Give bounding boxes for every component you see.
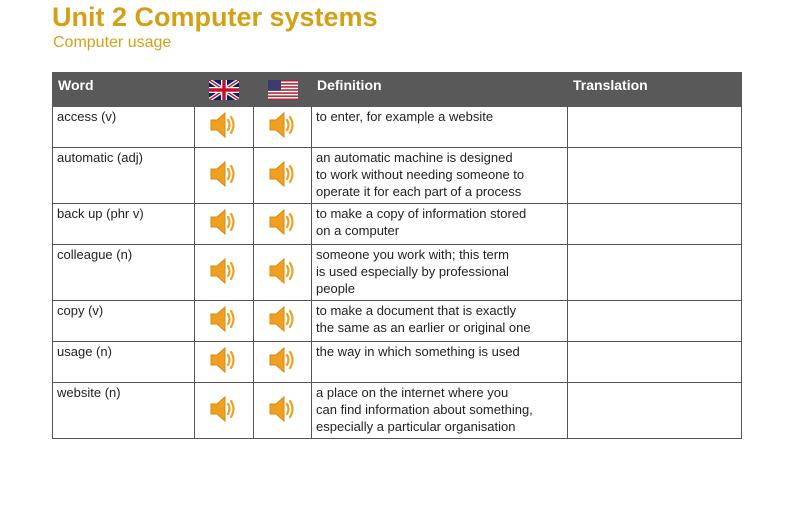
uk-audio-cell <box>195 245 254 301</box>
translation-cell[interactable] <box>568 301 742 342</box>
translation-cell[interactable] <box>568 107 742 148</box>
definition-cell: someone you work with; this term is used especially by professional people <box>312 245 568 301</box>
table-row <box>53 107 742 148</box>
us-audio-cell <box>254 107 312 148</box>
table-row <box>53 301 742 342</box>
translation-cell[interactable] <box>568 383 742 439</box>
uk-audio-cell <box>195 204 254 245</box>
definition-cell: a place on the internet where you can find information about something, especially a particular organisation <box>312 383 568 439</box>
speaker-icon[interactable] <box>209 208 239 236</box>
uk-audio-cell <box>195 383 254 439</box>
speaker-icon[interactable] <box>268 257 298 285</box>
us-audio-cell <box>254 383 312 439</box>
definition-cell: to make a copy of information stored on a computer <box>312 204 568 245</box>
vocabulary-table <box>52 72 742 439</box>
uk-audio-cell <box>195 342 254 383</box>
speaker-icon[interactable] <box>209 257 239 285</box>
table-row <box>53 245 742 301</box>
uk-audio-cell <box>195 148 254 204</box>
word-cell: back up (phr v) <box>53 204 195 245</box>
word-cell: copy (v) <box>53 301 195 342</box>
uk-audio-cell <box>195 301 254 342</box>
us-audio-cell <box>254 342 312 383</box>
translation-cell[interactable] <box>568 245 742 301</box>
speaker-icon[interactable] <box>209 160 239 188</box>
us-audio-cell <box>254 204 312 245</box>
uk-audio-cell <box>195 107 254 148</box>
speaker-icon[interactable] <box>268 111 298 139</box>
table-row <box>53 342 742 383</box>
page-subtitle: Computer usage <box>53 34 172 51</box>
definition-cell: to enter, for example a website <box>312 107 568 148</box>
us-audio-cell <box>254 301 312 342</box>
column-header-translation: Translation <box>568 73 742 107</box>
speaker-icon[interactable] <box>209 305 239 333</box>
definition-cell: the way in which something is used <box>312 342 568 383</box>
table-row <box>53 383 742 439</box>
translation-cell[interactable] <box>568 342 742 383</box>
speaker-icon[interactable] <box>268 305 298 333</box>
column-header-definition: Definition <box>312 73 568 107</box>
table-row <box>53 148 742 204</box>
translation-cell[interactable] <box>568 148 742 204</box>
word-cell: website (n) <box>53 383 195 439</box>
column-header-word: Word <box>53 73 195 107</box>
definition-cell: to make a document that is exactly the same as an earlier or original one <box>312 301 568 342</box>
speaker-icon[interactable] <box>268 346 298 374</box>
word-cell: access (v) <box>53 107 195 148</box>
speaker-icon[interactable] <box>268 160 298 188</box>
word-cell: automatic (adj) <box>53 148 195 204</box>
us-audio-cell <box>254 148 312 204</box>
table-header-row <box>53 73 742 107</box>
column-header-uk <box>195 73 254 107</box>
speaker-icon[interactable] <box>268 208 298 236</box>
uk-flag-icon <box>195 80 253 100</box>
speaker-icon[interactable] <box>209 395 239 423</box>
us-flag-icon <box>254 80 311 100</box>
column-header-us <box>254 73 312 107</box>
word-cell: colleague (n) <box>53 245 195 301</box>
speaker-icon[interactable] <box>209 346 239 374</box>
page-title: Unit 2 Computer systems <box>52 2 378 32</box>
translation-cell[interactable] <box>568 204 742 245</box>
us-audio-cell <box>254 245 312 301</box>
word-cell: usage (n) <box>53 342 195 383</box>
speaker-icon[interactable] <box>209 111 239 139</box>
definition-cell: an automatic machine is designed to work without needing someone to operate it for each part of a process <box>312 148 568 204</box>
table-row <box>53 204 742 245</box>
speaker-icon[interactable] <box>268 395 298 423</box>
